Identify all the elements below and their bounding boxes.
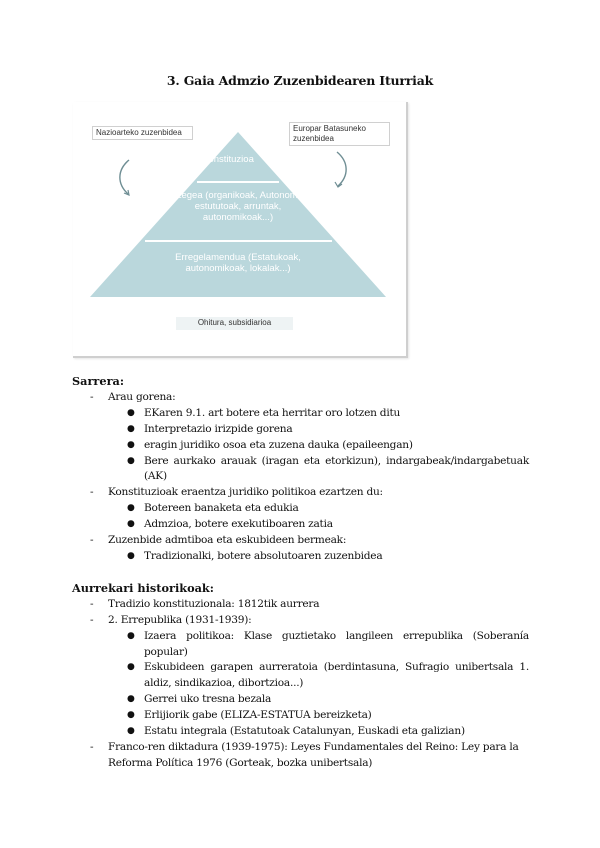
pyramid-level-regulation: Erregelamendua (Estatukoak, autonomikoak, lokalak...) xyxy=(175,252,301,274)
list-item: ● Tradizionalki, botere absolutoaren zuzenbidea xyxy=(72,549,529,565)
sources-pyramid-diagram xyxy=(73,102,408,358)
bullet-icon: ● xyxy=(127,630,135,641)
document-body xyxy=(72,374,529,772)
bullet-icon: ● xyxy=(127,726,135,737)
list-item: - Arau gorena: xyxy=(90,390,176,403)
bullet-icon: ● xyxy=(127,694,135,705)
bullet-list xyxy=(72,549,529,565)
list-item: ● Interpretazio irizpide gorena xyxy=(72,422,529,438)
list-item: ● Botereen banaketa eta edukia xyxy=(72,501,529,517)
list-item: - Tradizio konstituzionala: 1812tik aurrera xyxy=(90,597,320,610)
bullet-icon: ● xyxy=(127,455,135,466)
dash-list xyxy=(72,485,529,501)
list-item: - Konstituzioak eraentza juridiko politikoa ezartzen du: xyxy=(90,486,383,499)
bullet-icon: ● xyxy=(127,407,135,418)
pyramid-level-constitution: Konstituzioa xyxy=(202,154,254,165)
list-item: - 2. Errepublika (1931-1939): xyxy=(90,613,252,626)
list-item: ● EKaren 9.1. art botere eta herritar oro lotzen ditu xyxy=(72,406,529,422)
international-law-box: Nazioarteko zuzenbidea xyxy=(92,126,193,140)
section-title: Sarrera: xyxy=(72,374,125,388)
bullet-list xyxy=(72,501,529,533)
list-item: ● Izaera politikoa: Klase guztietako langileen errepublika (Soberanía popular) xyxy=(127,629,529,658)
eu-law-box: Europar Batasuneko zuzenbidea xyxy=(289,122,390,146)
right-curved-arrow-icon xyxy=(335,152,346,187)
section-title: Aurrekari historikoak: xyxy=(72,580,214,595)
bullet-icon: ● xyxy=(127,519,135,530)
list-item: ● Eskubideen garapen aurreratoia (berdintasuna, Sufragio unibertsala 1. aldiz, sindikazioa, dibortzioa...) xyxy=(127,661,529,690)
bullet-icon: ● xyxy=(127,439,135,450)
list-item: ● Estatu integrala (Estatutoak Catalunyan, Euskadi eta galizian) xyxy=(72,724,529,740)
left-curved-arrow-icon xyxy=(120,160,129,195)
list-item: ● Erlijiorik gabe (ELIZA-ESTATUA bereizketa) xyxy=(72,708,529,724)
list-item: ● eragin juridiko osoa eta zuzena dauka (epaileengan) xyxy=(72,438,529,454)
list-item: ● Gerrei uko tresna bezala xyxy=(72,692,529,708)
bullet-list xyxy=(72,406,529,486)
bullet-icon: ● xyxy=(127,662,135,673)
bullet-list xyxy=(72,629,529,740)
dash-list xyxy=(72,533,529,549)
pyramid-level-law: Legea (organikoak, Autonomi estututoak, arruntak, autonomikoak...) xyxy=(176,190,300,223)
dash-list xyxy=(72,390,529,406)
bullet-icon: ● xyxy=(127,423,135,434)
dash-list xyxy=(72,597,529,629)
bullet-icon: ● xyxy=(127,550,135,561)
custom-subsidiary-box: Ohitura, subsidiarioa xyxy=(176,317,293,330)
list-item: ● Admzioa, botere exekutiboaren zatia xyxy=(72,517,529,533)
list-item: - Franco-ren diktadura (1939-1975): Leyes Fundamentales del Reino: Ley para la Reforma Política 1976 (Gorteak, bozka unibertsala) xyxy=(90,740,519,769)
page-title: 3. Gaia Admzio Zuzenbidearen Iturriak xyxy=(166,73,434,88)
dash-list xyxy=(72,740,529,772)
list-item: - Zuzenbide admtiboa eta eskubideen bermeak: xyxy=(90,534,347,547)
bullet-icon: ● xyxy=(127,710,135,721)
list-item: ● Bere aurkako arauak (iragan eta etorkizun), indargabeak/indargabetuak (AK) xyxy=(127,454,529,483)
bullet-icon: ● xyxy=(127,503,135,514)
